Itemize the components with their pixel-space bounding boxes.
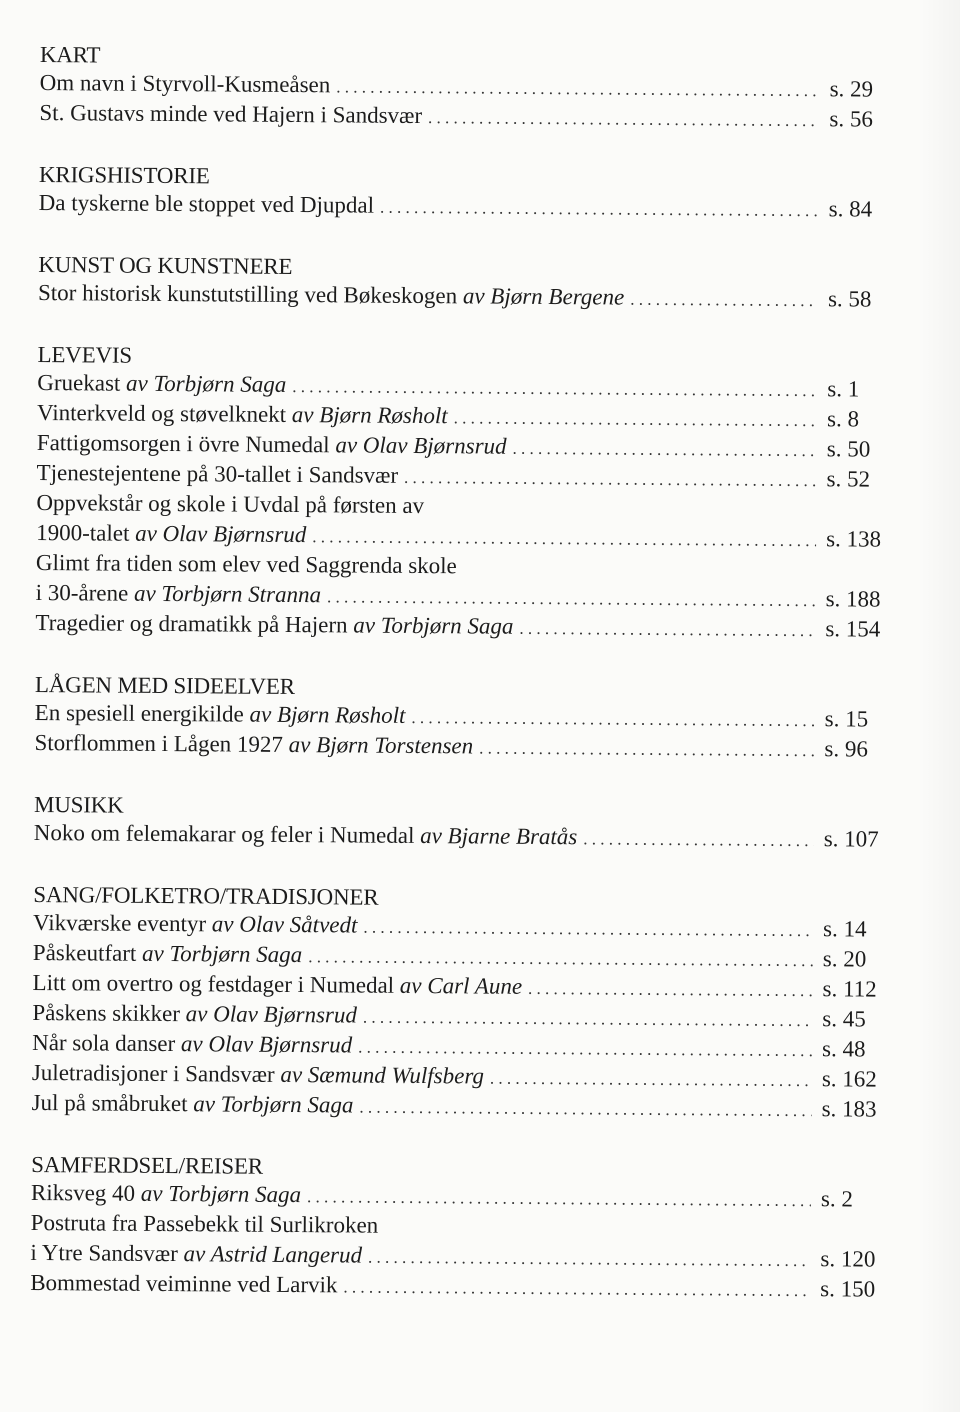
entry-text (32, 1028, 352, 1061)
entry-title: Litt om overtro og festdager i Numedal (32, 969, 400, 998)
entry-title: Da tyskerne ble stoppet ved Djupdal (38, 189, 375, 218)
entry-page-number: s. 52 (826, 466, 871, 492)
dot-leader (380, 193, 819, 226)
entry-page-number: s. 1 (827, 376, 860, 402)
toc-section (34, 792, 900, 855)
entry-page-number: s. 188 (825, 586, 881, 612)
entry-page-number: s. 183 (821, 1096, 877, 1122)
dot-leader (463, 573, 816, 576)
page-edge-shadow (920, 0, 960, 1412)
table-of-contents (30, 42, 906, 1339)
entry-text (36, 518, 306, 550)
section-heading: SANG/FOLKETRO/TRADISJONER (33, 881, 379, 910)
entry-title: Påskeutfart (32, 939, 143, 966)
entry-author: av Carl Aune (399, 972, 523, 999)
entry-title: Oppvekstår og skole i Uvdal på førsten av (36, 489, 425, 519)
entry-text (32, 998, 357, 1031)
entry-title: Riksveg 40 (30, 1179, 141, 1206)
entry-title: Storflommen i Lågen 1927 (34, 729, 289, 757)
entry-text (31, 1208, 379, 1241)
entry-title: Bommestad veiminne ved Larvik (30, 1269, 338, 1298)
entry-page-number: s. 162 (821, 1066, 877, 1092)
entry-page-number: s. 50 (826, 436, 871, 462)
entry-text (30, 1238, 362, 1271)
entry-page-number: s. 2 (820, 1186, 853, 1212)
entry-title: Postruta fra Passebekk til Surlikroken (30, 1209, 379, 1238)
entry-text (37, 368, 286, 400)
entry-page-number (826, 516, 902, 517)
entry-page-number: s. 107 (823, 826, 879, 852)
dot-leader (359, 1093, 811, 1127)
entry-title: Stor historisk kunstutstilling ved Bøkeskogen (37, 279, 463, 309)
entry-text (32, 968, 522, 1002)
entry-page-number: s. 56 (829, 106, 873, 132)
entry-text (40, 68, 331, 100)
entry-page-number: s. 48 (822, 1036, 866, 1062)
section-heading: KRIGSHISTORIE (38, 161, 210, 189)
entry-text (33, 938, 303, 970)
entry-title: Vikværske eventyr (32, 909, 212, 937)
entry-text (39, 188, 375, 221)
entry-title: Tjenestejentene på 30-tallet i Sandsvær (36, 459, 399, 488)
dot-leader (404, 463, 817, 496)
entry-title: Når sola danser (32, 1029, 182, 1057)
entry-text (32, 1058, 484, 1092)
dot-leader (384, 1233, 810, 1236)
entry-author: av Olav Såtvedt (211, 911, 358, 938)
dot-leader (368, 1243, 811, 1276)
entry-page-number: s. 96 (824, 736, 869, 762)
entry-text (34, 728, 473, 761)
toc-entry (34, 818, 900, 855)
section-heading: SAMFERDSEL/REISER (31, 1151, 264, 1179)
toc-entry (39, 188, 905, 225)
entry-text (38, 278, 624, 313)
entry-text (32, 1088, 354, 1121)
entry-author: av Torbjørn Stranna (133, 580, 322, 608)
dot-leader (479, 733, 815, 766)
dot-leader (630, 285, 818, 316)
entry-page-number: s. 138 (826, 526, 882, 552)
dot-leader (519, 614, 815, 646)
toc-section (30, 1152, 897, 1305)
entry-title: St. Gustavs minde ved Hajern i Sandsvær (39, 99, 423, 129)
dot-leader (528, 974, 813, 1006)
entry-author: av Torbjørn Saga (126, 370, 287, 397)
entry-author: av Olav Bjørnsrud (180, 1031, 353, 1058)
dot-leader (307, 1182, 811, 1216)
entry-author: av Bjørn Røsholt (249, 701, 406, 728)
toc-section (34, 672, 901, 765)
entry-page-number: s. 112 (822, 976, 877, 1002)
section-heading: KUNST OG KUNSTNERE (38, 251, 293, 279)
entry-page-number (826, 576, 902, 577)
entry-title: En spesiell energikilde (34, 699, 250, 727)
dot-leader (363, 913, 813, 947)
entry-page-number: s. 15 (824, 706, 869, 732)
entry-title: Vinterkveld og støvelknekt (36, 399, 292, 427)
dot-leader (430, 513, 816, 516)
entry-text (34, 818, 578, 852)
entry-title: Glimt fra tiden som elev ved Saggrenda skole (35, 549, 457, 579)
entry-author: av Bjørn Røsholt (291, 401, 448, 429)
entry-author: av Torbjørn Saga (353, 612, 514, 639)
entry-text (36, 458, 398, 491)
entry-author: av Olav Bjørnsrud (185, 1001, 358, 1028)
dot-leader (343, 1272, 810, 1306)
entry-title: i 30-årene (35, 579, 135, 606)
entry-page-number: s. 8 (826, 406, 860, 432)
dot-leader (428, 103, 820, 136)
entry-author: av Bjørn Torstensen (288, 731, 474, 759)
entry-text (36, 578, 322, 610)
section-heading: LEVEVIS (37, 341, 133, 368)
entry-page-number: s. 29 (829, 76, 874, 102)
entry-title: Påskens skikker (32, 999, 186, 1027)
entry-author: av Torbjørn Saga (193, 1091, 354, 1118)
toc-section (32, 882, 900, 1125)
entry-title: Noko om felemakarar og feler i Numedal (33, 819, 421, 849)
entry-author: av Torbjørn Saga (140, 1180, 302, 1208)
entry-title: Om navn i Styrvoll-Kusmeåsen (39, 69, 331, 98)
dot-leader (490, 1064, 812, 1097)
entry-text (35, 608, 513, 642)
dot-leader (583, 824, 814, 856)
entry-author: av Olav Bjørnsrud (335, 432, 507, 459)
entry-text (37, 398, 448, 431)
entry-text (39, 98, 422, 131)
section-heading: LÅGEN MED SIDEELVER (34, 671, 295, 700)
toc-section (39, 162, 905, 225)
toc-section (38, 252, 904, 315)
entry-title: Fattigomsorgen i övre Numedal (36, 429, 336, 458)
entry-author: av Astrid Langerud (183, 1241, 363, 1268)
entry-page-number (821, 1236, 897, 1237)
entry-text (30, 1268, 337, 1300)
entry-author: av Sæmund Wulfsberg (280, 1061, 485, 1089)
section-heading: MUSIKK (33, 791, 124, 818)
toc-entry (38, 278, 904, 315)
entry-text (35, 698, 406, 731)
entry-text (36, 488, 424, 521)
entry-page-number: s. 120 (820, 1246, 876, 1272)
entry-title: i Ytre Sandsvær (30, 1239, 184, 1267)
entry-text (33, 908, 358, 941)
entry-author: av Olav Bjørnsrud (135, 520, 307, 548)
entry-author: av Bjørn Bergene (462, 283, 625, 310)
toc-section (39, 42, 906, 135)
entry-author: av Bjarne Bratås (420, 823, 578, 850)
dot-leader (512, 434, 816, 466)
entry-page-number: s. 14 (822, 916, 867, 942)
entry-page-number: s. 154 (825, 616, 881, 642)
entry-page-number: s. 45 (822, 1006, 866, 1032)
dot-leader (363, 1003, 813, 1037)
entry-title: 1900-talet (36, 519, 136, 546)
entry-page-number: s. 150 (820, 1276, 876, 1302)
entry-page-number: s. 58 (827, 286, 872, 312)
entry-title: Jul på småbruket (31, 1089, 194, 1117)
toc-section (35, 342, 903, 645)
entry-author: av Torbjørn Saga (141, 940, 303, 968)
section-heading: KART (39, 42, 101, 68)
entry-page-number: s. 84 (828, 196, 873, 222)
entry-title: Juletradisjoner i Sandsvær (31, 1059, 281, 1087)
dot-leader (454, 403, 818, 436)
entry-text (31, 1178, 301, 1210)
entry-title: Tragedier og dramatikk på Hajern (35, 609, 354, 638)
entry-text (37, 428, 507, 462)
entry-text (36, 548, 457, 581)
entry-title: Gruekast (37, 369, 127, 396)
entry-page-number: s. 20 (822, 946, 867, 972)
